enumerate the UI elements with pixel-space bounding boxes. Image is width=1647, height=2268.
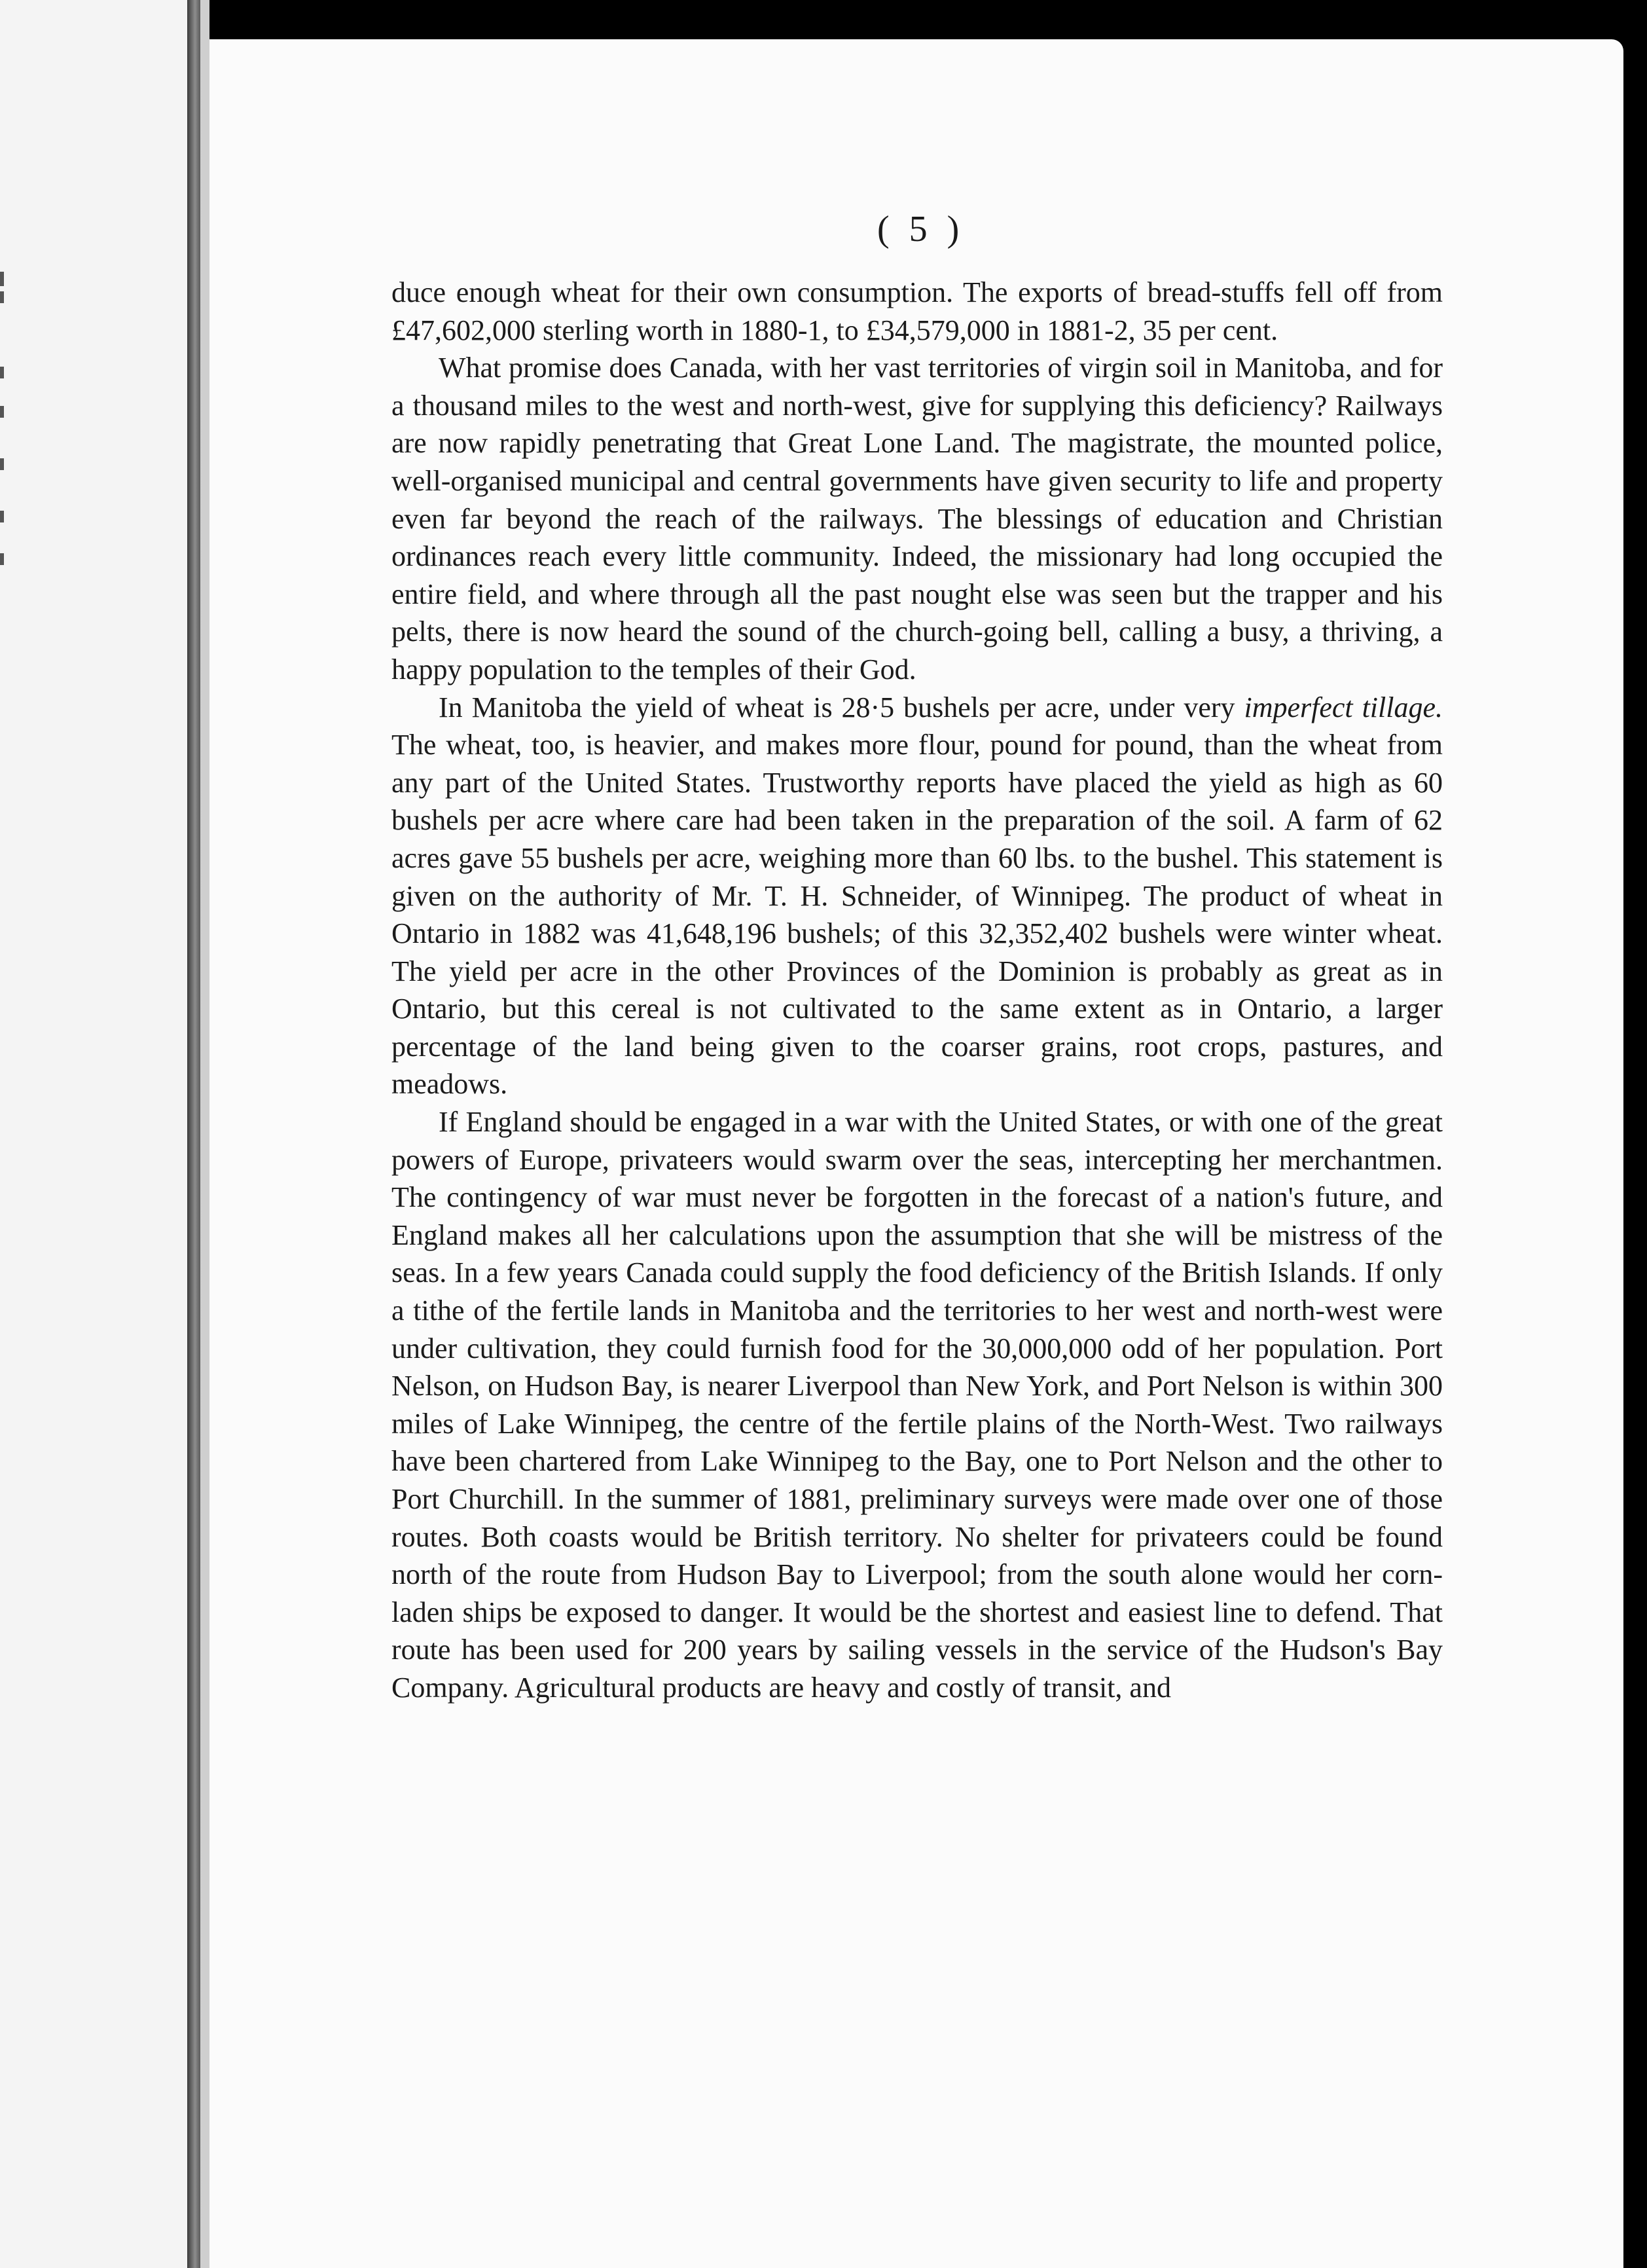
body-text — [391, 274, 1443, 1707]
margin-mark — [0, 406, 4, 418]
margin-mark — [0, 291, 4, 303]
margin-mark — [0, 553, 4, 565]
book-spine — [187, 0, 200, 2268]
left-page-margin — [0, 0, 187, 2268]
paragraph-3-after: The wheat, too, is heavier, and makes more flour, pound for pound, than the wheat from any part of the United States. Trustworthy reports have placed the yield as high as 60 bushels per acre where care had been taken in the preparation of the soil. A farm of 62 acres gave 55 bushels per acre, weighing more than 60 lbs. to the bushel. This statement is given on the authority of Mr. T. H. Schneider, of Winnipeg. The product of wheat in Ontario in 1882 was 41,648,196 bushels; of this 32,352,402 bushels were winter wheat. The yield per acre in the other Provinces of the Dominion is probably as great as in Ontario, but this cereal is not cultivated to the same extent as in Ontario, a larger percentage of the land being given to the coarser grains, root crops, pastures, and meadows. — [391, 729, 1443, 1101]
italic-phrase: imperfect tillage. — [1244, 691, 1443, 723]
paragraph-3 — [391, 689, 1443, 1104]
paragraph-1: duce enough wheat for their own consumption. The exports of bread-stuffs fell off from £47,602,000 sterling worth in 1880-1, to £34,579,000 in 1881-2, 35 per cent. — [391, 276, 1443, 346]
margin-mark — [0, 272, 4, 286]
page-gutter — [200, 0, 209, 2268]
margin-mark — [0, 367, 4, 378]
page-number: ( 5 ) — [877, 209, 965, 249]
paragraph-2: What promise does Canada, with her vast territories of virgin soil in Manitoba, and for a thousand miles to the west and north-west, give for supplying this deficiency? Railways are now rapidly penetrating that Great Lone Land. The magistrate, the mounted police, well-organised municipal and central governments have given security to life and property even far beyond the reach of the railways. The blessings of education and Christian ordinances reach every little community. Indeed, the missionary had long occupied the entire field, and where through all the past nought else was seen but the trapper and his pelts, there is now heard the sound of the church-going bell, calling a busy, a thriving, a happy population to the temples of their God. — [391, 352, 1443, 686]
page-edge — [1623, 51, 1647, 2268]
paragraph-4: If England should be engaged in a war with the United States, or with one of the great powers of Europe, privateers would swarm over the seas, intercepting her merchantmen. The contingency of war must never be forgotten in the forecast of a nation's future, and England makes all her calculations upon the assumption that she will be mistress of the seas. In a few years Canada could supply the food deficiency of the British Islands. If only a tithe of the fertile lands in Manitoba and the territories to her west and north-west were under cultivation, they could furnish food for the 30,000,000 odd of her population. Port Nelson, on Hudson Bay, is nearer Liverpool than New York, and Port Nelson is within 300 miles of Lake Winnipeg, the centre of the fertile plains of the North-West. Two railways have been chartered from Lake Winnipeg to the Bay, one to Port Nelson and the other to Port Churchill. In the summer of 1881, preliminary surveys were made over one of those routes. Both coasts would be British territory. No shelter for privateers could be found north of the route from Hudson Bay to Liverpool; from the south alone would her corn-laden ships be exposed to danger. It would be the shortest and easiest line to defend. That route has been used for 200 years by sailing vessels in the service of the Hudson's Bay Company. Agricultural products are heavy and costly of transit, and — [391, 1106, 1443, 1704]
margin-mark — [0, 511, 4, 522]
margin-mark — [0, 458, 4, 470]
paragraph-3-before: In Manitoba the yield of wheat is 28·5 bushels per acre, under very — [439, 691, 1244, 723]
